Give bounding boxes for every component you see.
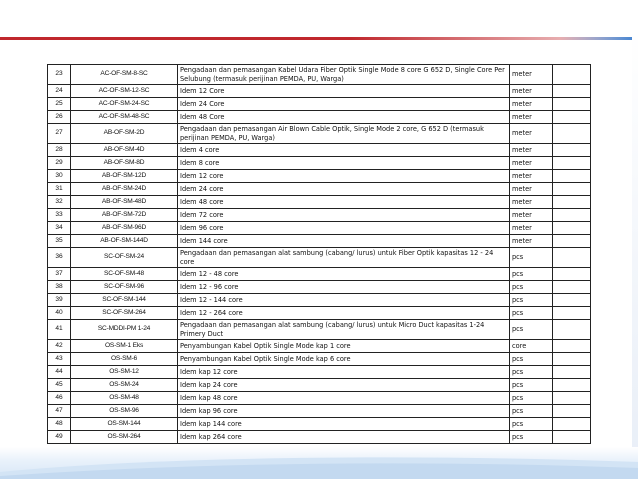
table-row [48,124,591,144]
table-row [48,268,591,281]
row-number-cell: 37 [48,268,71,281]
item-spec-table [47,64,591,444]
item-description-cell: Idem kap 264 core [178,431,510,444]
blank-cell [553,281,591,294]
table-row [48,340,591,353]
row-number-cell: 28 [48,144,71,157]
item-code-cell: AC-OF-SM-8-SC [71,65,178,85]
table-row [48,307,591,320]
blank-cell [553,235,591,248]
unit-cell: pcs [510,307,553,320]
table-row [48,85,591,98]
unit-cell: meter [510,196,553,209]
table-row [48,183,591,196]
item-code-cell: AB-OF-SM-8D [71,157,178,170]
row-number-cell: 41 [48,320,71,340]
item-code-cell: OS-SM-144 [71,418,178,431]
unit-cell: meter [510,144,553,157]
item-description-cell: Idem 12 - 96 core [178,281,510,294]
row-number-cell: 30 [48,170,71,183]
table-row [48,248,591,268]
item-description-cell: Idem 24 core [178,183,510,196]
header-accent-line [0,37,638,40]
row-number-cell: 46 [48,392,71,405]
unit-cell: meter [510,183,553,196]
item-description-cell: Idem 12 Core [178,85,510,98]
unit-cell: meter [510,124,553,144]
item-description-cell: Idem 12 - 144 core [178,294,510,307]
row-number-cell: 48 [48,418,71,431]
footer-swoosh [0,452,638,479]
unit-cell: pcs [510,353,553,366]
item-code-cell: SC-OF-SM-24 [71,248,178,268]
unit-cell: pcs [510,268,553,281]
blank-cell [553,111,591,124]
table-row [48,209,591,222]
unit-cell: pcs [510,366,553,379]
item-description-cell: Pengadaan dan pemasangan alat sambung (cabang/ lurus) untuk Fiber Optik kapasitas 12 - 24 core [178,248,510,268]
item-description-cell: Idem 24 Core [178,98,510,111]
blank-cell [553,65,591,85]
row-number-cell: 45 [48,379,71,392]
blank-cell [553,353,591,366]
item-description-cell: Pengadaan dan pemasangan Kabel Udara Fiber Optik Single Mode 8 core G 652 D, Single Core Per Selubung (termasuk perijinan PEMDA, PU, Warga) [178,65,510,85]
item-code-cell: SC-OF-SM-48 [71,268,178,281]
item-code-cell: OS-SM-48 [71,392,178,405]
header-accent-line-blue [560,37,638,40]
item-code-cell: AB-OF-SM-4D [71,144,178,157]
table-row [48,170,591,183]
blank-cell [553,183,591,196]
row-number-cell: 31 [48,183,71,196]
table-row [48,405,591,418]
blank-cell [553,418,591,431]
item-spec-table-body [48,65,591,444]
blank-cell [553,144,591,157]
row-number-cell: 23 [48,65,71,85]
table-row [48,353,591,366]
row-number-cell: 40 [48,307,71,320]
unit-cell: pcs [510,281,553,294]
row-number-cell: 26 [48,111,71,124]
table-row [48,418,591,431]
unit-cell: meter [510,65,553,85]
blank-cell [553,431,591,444]
unit-cell: meter [510,85,553,98]
unit-cell: meter [510,157,553,170]
row-number-cell: 25 [48,98,71,111]
row-number-cell: 24 [48,85,71,98]
item-code-cell: AB-OF-SM-2D [71,124,178,144]
table-row [48,144,591,157]
item-code-cell: SC-OF-SM-264 [71,307,178,320]
table-row [48,222,591,235]
table-row [48,366,591,379]
row-number-cell: 36 [48,248,71,268]
item-code-cell: AB-OF-SM-72D [71,209,178,222]
blank-cell [553,340,591,353]
row-number-cell: 27 [48,124,71,144]
item-description-cell: Penyambungan Kabel Optik Single Mode kap 6 core [178,353,510,366]
unit-cell: core [510,340,553,353]
item-description-cell: Pengadaan dan pemasangan alat sambung (cabang/ lurus) untuk Micro Duct kapasitas 1-24 Primery Duct [178,320,510,340]
table-row [48,235,591,248]
unit-cell: meter [510,235,553,248]
item-description-cell: Idem 12 - 48 core [178,268,510,281]
table-row [48,196,591,209]
item-code-cell: AB-OF-SM-96D [71,222,178,235]
unit-cell: pcs [510,320,553,340]
blank-cell [553,248,591,268]
unit-cell: pcs [510,418,553,431]
item-code-cell: OS-SM-24 [71,379,178,392]
table-row [48,294,591,307]
unit-cell: pcs [510,379,553,392]
item-code-cell: OS-SM-264 [71,431,178,444]
blank-cell [553,294,591,307]
unit-cell: meter [510,98,553,111]
blank-cell [553,85,591,98]
item-code-cell: OS-SM-12 [71,366,178,379]
table-row [48,157,591,170]
unit-cell: meter [510,209,553,222]
item-code-cell: SC-OF-SM-96 [71,281,178,294]
row-number-cell: 33 [48,209,71,222]
item-description-cell: Pengadaan dan pemasangan Air Blown Cable Optik, Single Mode 2 core, G 652 D (termasuk perijinan PEMDA, PU, Warga) [178,124,510,144]
blank-cell [553,209,591,222]
row-number-cell: 44 [48,366,71,379]
blank-cell [553,170,591,183]
unit-cell: pcs [510,248,553,268]
item-code-cell: OS-SM-1 Eks [71,340,178,353]
table-row [48,392,591,405]
table-row [48,320,591,340]
blank-cell [553,222,591,235]
blank-cell [553,98,591,111]
blank-cell [553,366,591,379]
item-description-cell: Penyambungan Kabel Optik Single Mode kap 1 core [178,340,510,353]
unit-cell: pcs [510,405,553,418]
unit-cell: meter [510,170,553,183]
item-code-cell: OS-SM-96 [71,405,178,418]
blank-cell [553,379,591,392]
item-code-cell: SC-OF-SM-144 [71,294,178,307]
item-code-cell: AC-OF-SM-24-SC [71,98,178,111]
blank-cell [553,157,591,170]
item-description-cell: Idem 4 core [178,144,510,157]
item-description-cell: Idem kap 12 core [178,366,510,379]
unit-cell: pcs [510,431,553,444]
item-code-cell: AB-OF-SM-24D [71,183,178,196]
blank-cell [553,196,591,209]
item-description-cell: Idem kap 96 core [178,405,510,418]
item-description-cell: Idem 96 core [178,222,510,235]
item-code-cell: OS-SM-6 [71,353,178,366]
blank-cell [553,307,591,320]
item-description-cell: Idem kap 24 core [178,379,510,392]
table-row [48,281,591,294]
item-description-cell: Idem 72 core [178,209,510,222]
table-row [48,98,591,111]
item-code-cell: AC-OF-SM-48-SC [71,111,178,124]
row-number-cell: 39 [48,294,71,307]
row-number-cell: 35 [48,235,71,248]
blank-cell [553,268,591,281]
item-description-cell: Idem 12 core [178,170,510,183]
row-number-cell: 38 [48,281,71,294]
table-row [48,111,591,124]
unit-cell: meter [510,111,553,124]
item-description-cell: Idem kap 144 core [178,418,510,431]
row-number-cell: 34 [48,222,71,235]
item-description-cell: Idem kap 48 core [178,392,510,405]
item-description-cell: Idem 12 - 264 core [178,307,510,320]
item-description-cell: Idem 48 core [178,196,510,209]
row-number-cell: 49 [48,431,71,444]
blank-cell [553,320,591,340]
item-code-cell: AB-OF-SM-48D [71,196,178,209]
table-row [48,431,591,444]
unit-cell: pcs [510,294,553,307]
blank-cell [553,392,591,405]
row-number-cell: 47 [48,405,71,418]
row-number-cell: 42 [48,340,71,353]
item-code-cell: AB-OF-SM-12D [71,170,178,183]
row-number-cell: 32 [48,196,71,209]
unit-cell: meter [510,222,553,235]
row-number-cell: 43 [48,353,71,366]
item-description-cell: Idem 144 core [178,235,510,248]
unit-cell: pcs [510,392,553,405]
right-edge-shade [632,28,638,479]
row-number-cell: 29 [48,157,71,170]
item-code-cell: AC-OF-SM-12-SC [71,85,178,98]
blank-cell [553,124,591,144]
item-code-cell: SC-MDDI-PM 1-24 [71,320,178,340]
item-description-cell: Idem 8 core [178,157,510,170]
table-row [48,65,591,85]
table-row [48,379,591,392]
item-description-cell: Idem 48 Core [178,111,510,124]
item-code-cell: AB-OF-SM-144D [71,235,178,248]
blank-cell [553,405,591,418]
